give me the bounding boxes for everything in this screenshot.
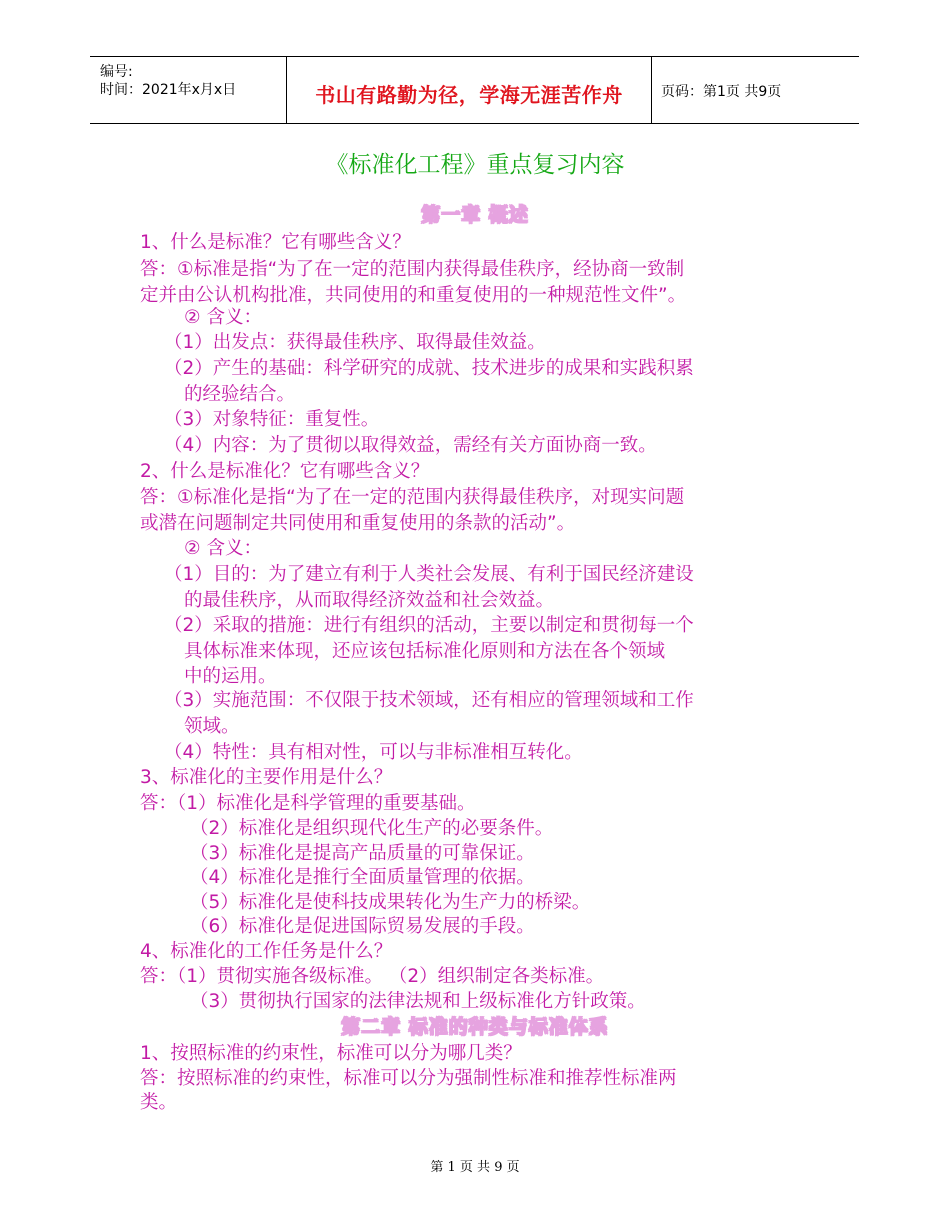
header-table (90, 56, 859, 124)
page-footer: 第 1 页 共 9 页 (430, 1160, 520, 1175)
answer-line: 答：①标准化是指“为了在一定的范围内获得最佳秩序，对现实问题 (140, 487, 685, 508)
number-label: 编号: (100, 64, 133, 80)
meaning-item: （1）目的：为了建立有利于人类社会发展、有利于国民经济建设 (164, 564, 694, 585)
header-meta-cell (90, 57, 286, 123)
meaning-item: （1）出发点：获得最佳秩序、取得最佳效益。 (164, 332, 546, 353)
motto: 书山有路勤为径，学海无涯苦作舟 (315, 83, 623, 107)
meaning-item-cont: 的最佳秩序，从而取得经济效益和社会效益。 (184, 590, 555, 611)
page-info: 页码：第1页 共9页 (661, 84, 782, 100)
answer-line: 答：（1）标准化是科学管理的重要基础。 (140, 793, 476, 814)
meaning-item: （3）实施范围：不仅限于技术领域，还有相应的管理领域和工作 (164, 690, 694, 711)
meaning-label: ② 含义： (184, 538, 262, 559)
question-1: 1、什么是标准？它有哪些含义？ (140, 232, 411, 253)
question-4: 4、标准化的工作任务是什么？ (140, 941, 393, 962)
question-ch2-1: 1、按照标准的约束性，标准可以分为哪几类？ (140, 1043, 522, 1064)
answer-item: （2）标准化是组织现代化生产的必要条件。 (190, 818, 554, 839)
answer-line: 类。 (140, 1092, 178, 1113)
chapter-heading-1: 第一章 概述 (421, 204, 529, 226)
answer-line: 答：（1）贯彻实施各级标准。 （2）组织制定各类标准。 (140, 966, 605, 987)
answer-item: （5）标准化是使科技成果转化为生产力的桥梁。 (190, 892, 591, 913)
question-2: 2、什么是标准化？它有哪些含义？ (140, 461, 430, 482)
answer-item: （6）标准化是促进国际贸易发展的手段。 (190, 916, 535, 937)
question-3: 3、标准化的主要作用是什么？ (140, 767, 393, 788)
meaning-item-cont: 领域。 (184, 716, 240, 737)
meaning-item: （4）内容：为了贯彻以取得效益，需经有关方面协商一致。 (164, 435, 657, 456)
document-title: 《标准化工程》重点复习内容 (325, 152, 625, 178)
answer-line: 答：①标准是指“为了在一定的范围内获得最佳秩序，经协商一致制 (140, 259, 685, 280)
meaning-item: （2）产生的基础：科学研究的成就、技术进步的成果和实践积累 (164, 358, 694, 379)
answer-line: 答：按照标准的约束性，标准可以分为强制性标准和推荐性标准两 (140, 1068, 677, 1089)
meaning-item: （4）特性：具有相对性，可以与非标准相互转化。 (164, 742, 583, 763)
answer-item: （3）标准化是提高产品质量的可靠保证。 (190, 843, 535, 864)
time-label: 时间：2021年x月x日 (100, 82, 237, 98)
header-page-cell (651, 57, 859, 123)
meaning-item-cont: 中的运用。 (184, 666, 277, 687)
meaning-item: （3）对象特征：重复性。 (164, 409, 380, 430)
chapter-heading-2: 第二章 标准的种类与标准体系 (341, 1016, 609, 1038)
header-motto-cell (286, 57, 652, 123)
answer-item: （3）贯彻执行国家的法律法规和上级标准化方针政策。 (190, 991, 646, 1012)
meaning-item-cont: 的经验结合。 (184, 384, 296, 405)
answer-item: （4）标准化是推行全面质量管理的依据。 (190, 867, 535, 888)
meaning-item-cont: 具体标准来体现，还应该包括标准化原则和方法在各个领域 (184, 641, 666, 662)
answer-line: 定并由公认机构批准，共同使用的和重复使用的一种规范性文件”。 (140, 285, 687, 306)
meaning-item: （2）采取的措施：进行有组织的活动，主要以制定和贯彻每一个 (164, 615, 694, 636)
meaning-label: ② 含义： (184, 307, 262, 328)
answer-line: 或潜在问题制定共同使用和重复使用的条款的活动”。 (140, 513, 576, 534)
